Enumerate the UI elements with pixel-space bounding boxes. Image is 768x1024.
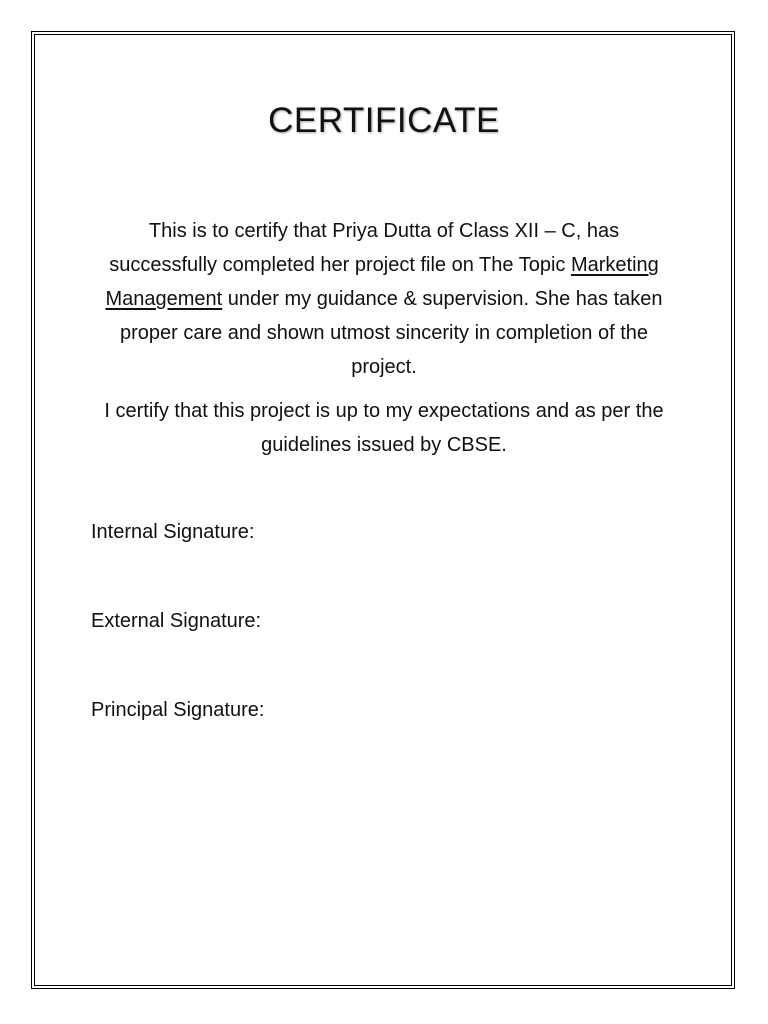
guidelines-paragraph: I certify that this project is up to my expectations and as per the guidelines issued by CBSE. [104,400,664,456]
certification-text-part2: under my guidance & supervision. She has taken proper care and shown utmost sincerity in completion of the project. [119,288,663,378]
internal-signature-label: Internal Signature: [91,521,255,543]
certificate-title: CERTIFICATE [268,101,500,140]
certification-text-part1: This is to certify that Priya Dutta of Class XII – C, has successfully completed her project file on The Topic [109,220,620,276]
page-border [31,31,735,989]
project-topic: Marketing Management [105,254,659,310]
certification-paragraph [96,214,672,384]
principal-signature-label: Principal Signature: [91,699,265,721]
external-signature-label: External Signature: [91,610,262,632]
